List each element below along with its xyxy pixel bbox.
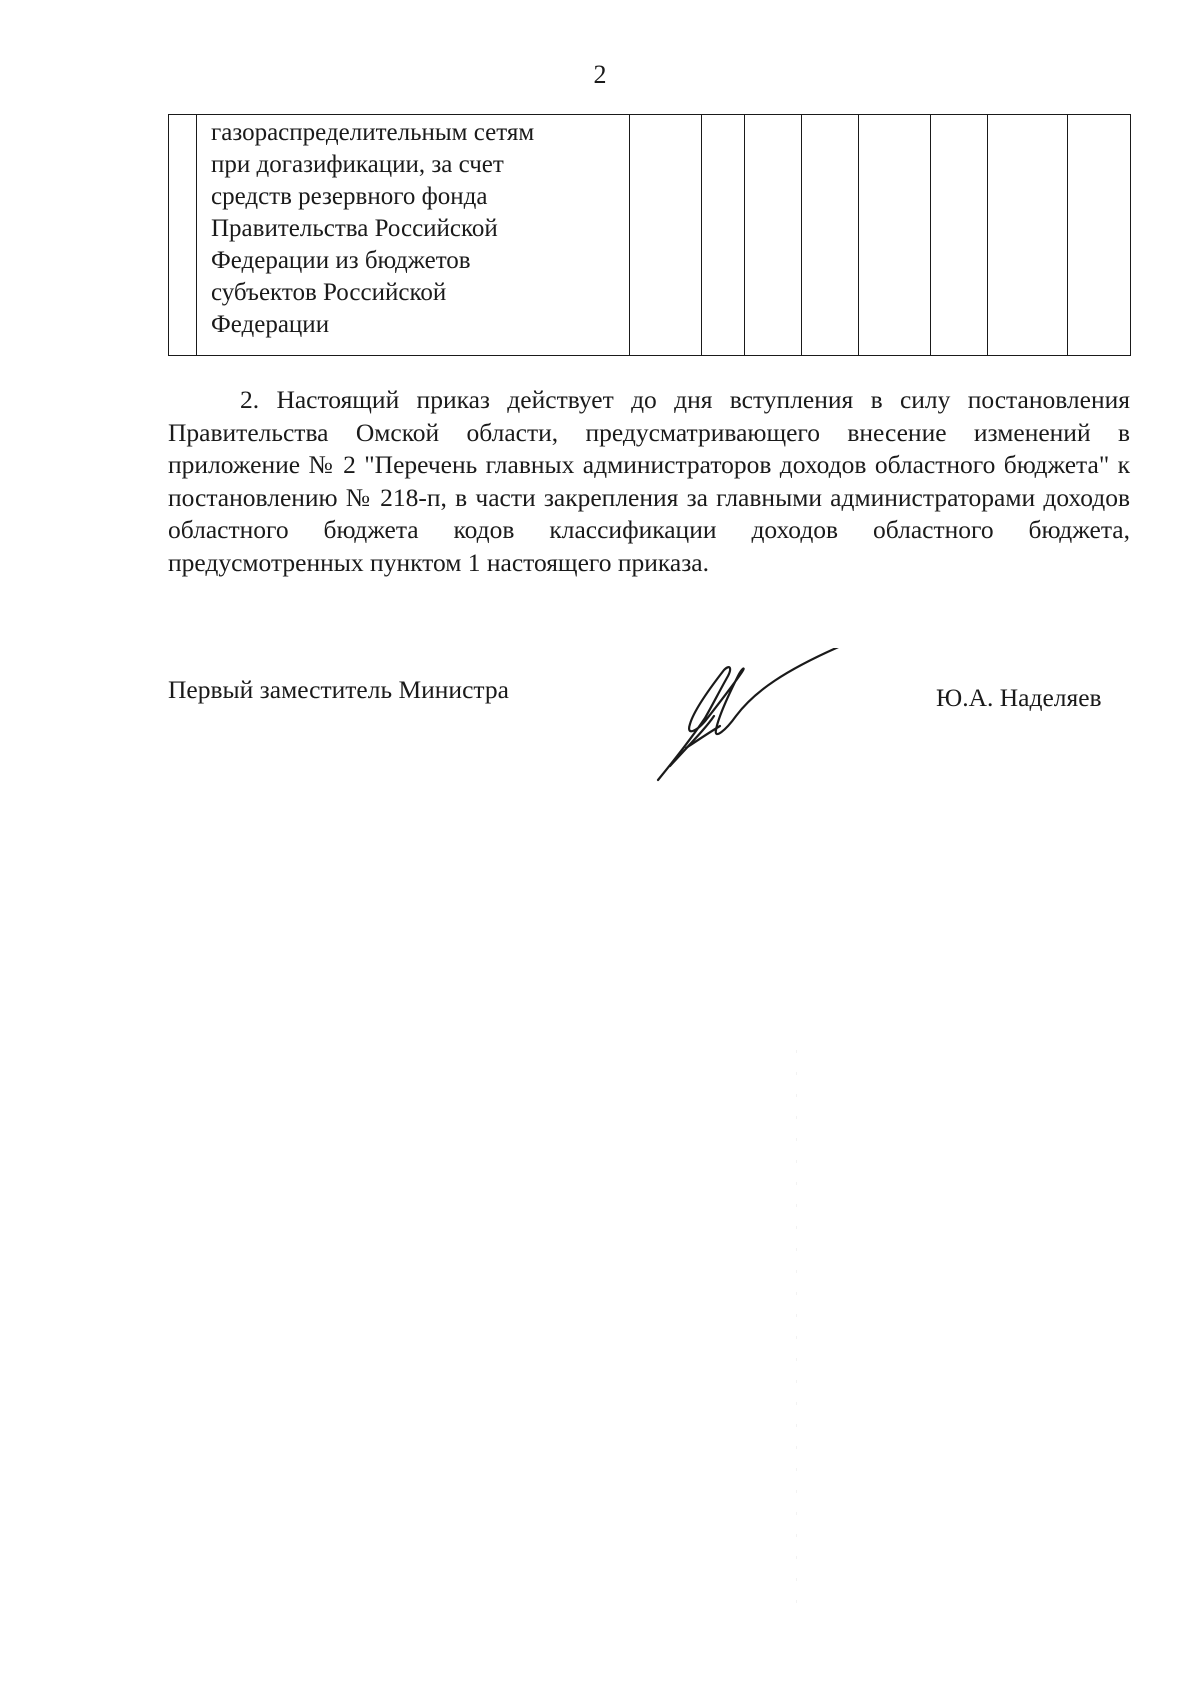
table-cell-description: газораспределительным сетям при догазификации, за счет средств резервного фонда Правительства Российской Федерации из бюджетов субъектов Российской Федерации bbox=[197, 115, 630, 356]
table-cell bbox=[859, 115, 931, 356]
scan-artifact bbox=[796, 1050, 797, 1610]
page-number: 2 bbox=[593, 60, 607, 89]
table-cell bbox=[630, 115, 702, 356]
handwritten-signature bbox=[650, 648, 870, 788]
table-cell bbox=[988, 115, 1068, 356]
table-cell bbox=[745, 115, 802, 356]
table-cell bbox=[1068, 115, 1131, 356]
table-cell bbox=[702, 115, 745, 356]
table-cell bbox=[931, 115, 988, 356]
paragraph-2: 2. Настоящий приказ действует до дня вступления в силу постановления Правительства Омской области, предусматривающего внесение изменений в приложение № 2 "Перечень главных администраторов доходов областного бюджета" к постановлению № 218-п, в части закрепления за главными администраторами доходов областного бюджета кодов классификации доходов областного бюджета, предусмотренных пунктом 1 настоящего приказа. bbox=[168, 385, 1130, 577]
table-cell-number bbox=[169, 115, 197, 356]
signatory-position: Первый заместитель Министра bbox=[168, 675, 509, 704]
table-cell bbox=[802, 115, 859, 356]
continuation-table bbox=[168, 114, 1131, 356]
signatory-name: Ю.А. Наделяев bbox=[936, 683, 1102, 712]
table-row bbox=[169, 115, 1131, 356]
